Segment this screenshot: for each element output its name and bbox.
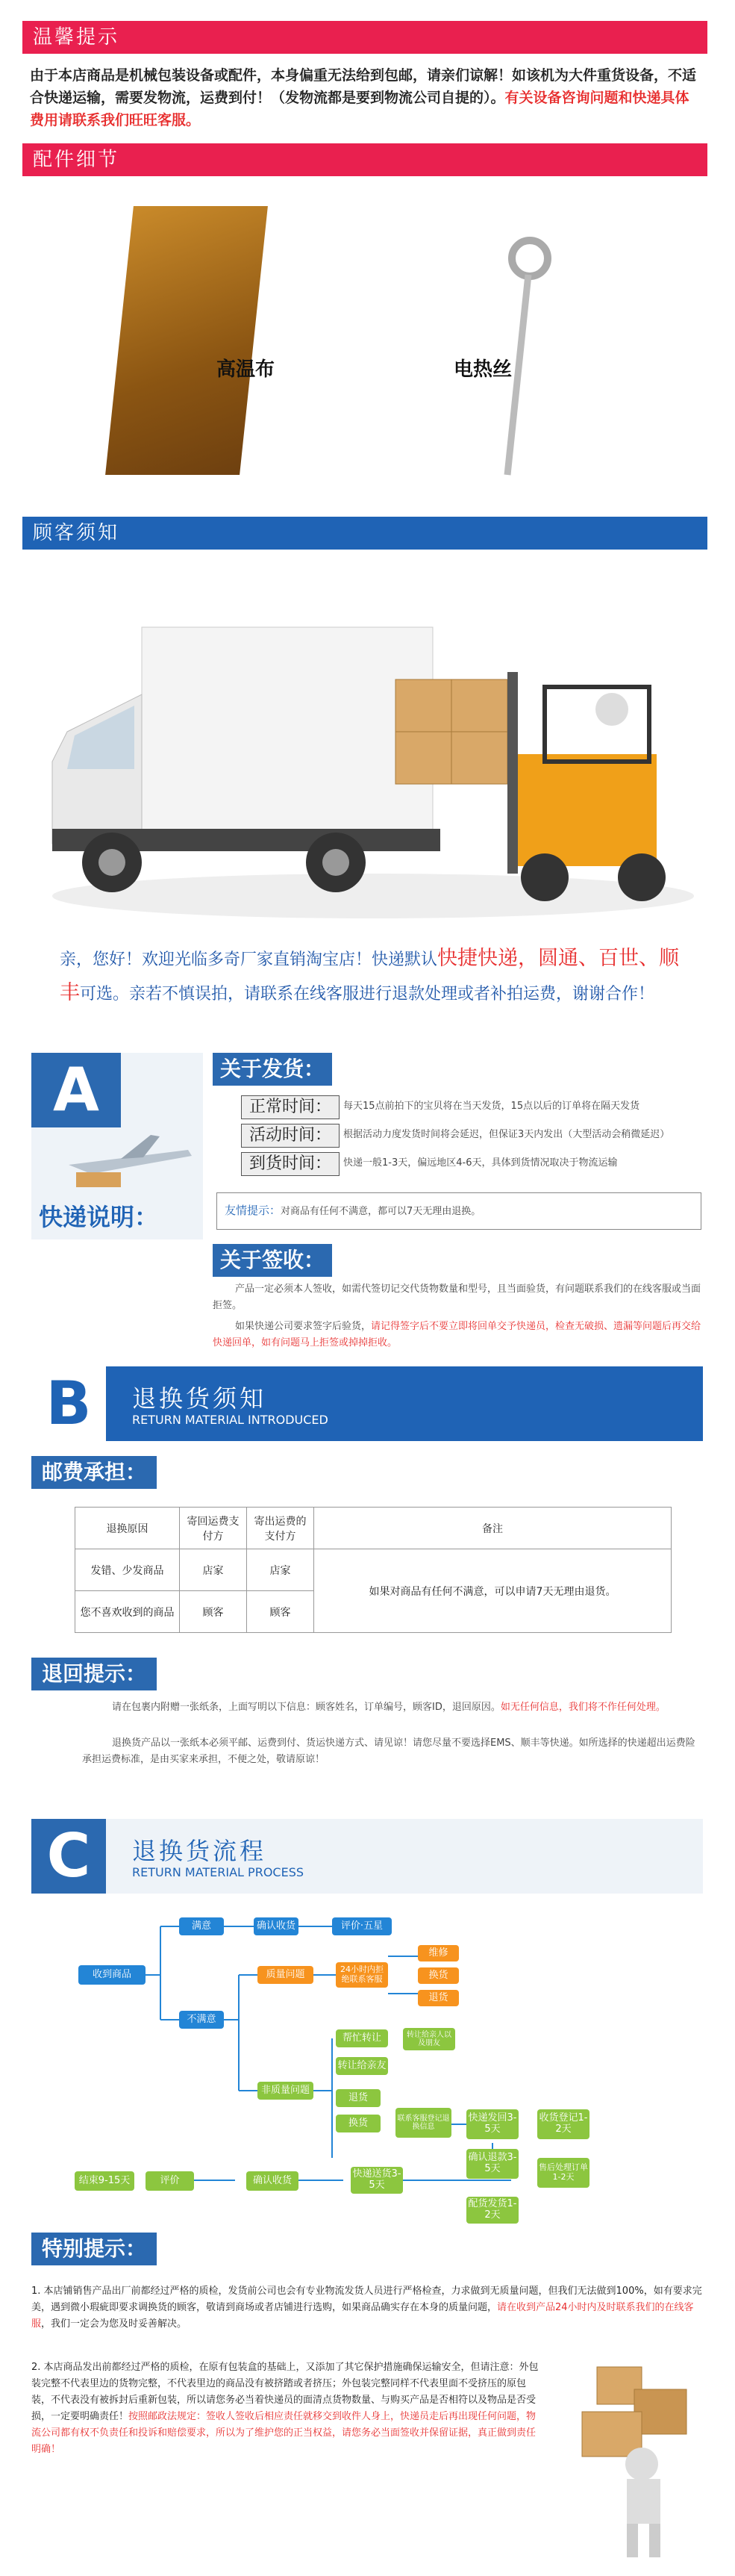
special-p1-tail: ，我们一定会为您及时妥善解决。 (41, 2318, 187, 2330)
flow-confirm-refund: 确认退款3-5天 (466, 2149, 519, 2179)
flow-rating: 评价 (146, 2171, 194, 2191)
flow-contact-service: 联系客服登记退换信息 (395, 2108, 451, 2138)
return-address-title: 退回提示： (31, 1658, 157, 1690)
special-tip-p1 (31, 2283, 703, 2333)
special-p2-black: 2. 本店商品发出前都经过严格的质检，在原有包装盒的基础上，又添加了其它保护措施确保运输安全，但请注意：外包装完整不代表里边的货物完整，不代表里边的商品没有被挤踏或者挤压；外包装完整同样不代表里面不受挤压的原包装，不代表没有被拆封后重新包装，所以请您务必当着快递员的面清点货物数量、与购买产品是否相符以及物品是否受损，一定要明确责任！ (31, 2362, 539, 2422)
flow-exchange: 换货 (418, 1967, 459, 1984)
express-badge-label: 快递说明： (39, 1203, 159, 1231)
friendly-tip-text: 对商品有任何不满意，都可以7天无理由退换。 (281, 1206, 481, 1217)
flow-ship-back: 快递发回3-5天 (466, 2109, 519, 2139)
flow-exchange2: 换货 (336, 2115, 381, 2132)
flow-arrange-ship-visible: 配货发货1-2天 (466, 2197, 519, 2224)
warm-tip-text (30, 64, 701, 131)
shipping-title: 关于发货： (213, 1053, 332, 1086)
sign-p2-black: 如果快递公司要求签字后验货， (235, 1321, 372, 1332)
greeting-part1: 亲，您好！欢迎光临多奇厂家直销淘宝店！快递默认 (60, 951, 438, 969)
special-tip-title: 特别提示： (31, 2233, 157, 2265)
airplane-icon (61, 1127, 196, 1195)
warm-tip-red: 有关设备咨询问题和快递具体费用请联系我们旺旺客服。 (30, 90, 689, 128)
express-badge (31, 1053, 203, 1239)
return-notice-title: 退换货须知 (132, 1384, 267, 1413)
truck-illustration (22, 582, 707, 926)
flow-transfer-friend: 转让给亲友 (336, 2057, 388, 2075)
table-cell: 您不喜欢收到的商品 (75, 1591, 180, 1633)
flow-receipt-confirm: 确认收货 (246, 2171, 298, 2191)
table-cell: 发错、少发商品 (75, 1549, 180, 1591)
special-p1-black: 1. 本店铺销售产品出厂前都经过严格的质检，发货前公司也会有专业物流发货人员进行严格检查，力求做到无质量问题，但我们无法做到100%，如有要求完美，遇到微小瑕疵即要求调换货的顾客，敬请到商场或者店铺进行选购，如果商品确实存在本身的质量问题， (31, 2286, 702, 2313)
sign-p2-red: 请记得签字后不要立即将回单交予快递员，检查无破损、遗漏等问题后再交给快递回单，如有问题马上拒签或掉掉拒收。 (213, 1321, 701, 1348)
return-p1-red: 如无任何信息，我们将不作任何处理。 (500, 1702, 666, 1713)
parts-header: 配件细节 (22, 143, 707, 176)
postage-title: 邮费承担： (31, 1456, 157, 1489)
flow-five-star: 评价·五星 (332, 1917, 392, 1935)
truck-forklift-icon (22, 582, 707, 926)
customer-notice-header: 顾客须知 (22, 517, 707, 550)
table-cell: 顾客 (247, 1591, 314, 1633)
sign-p1: 产品一定必须本人签收，如需代签切记交代货物数量和型号，且当面验货，有问题联系我们的在线客服或当面拒签。 (213, 1284, 701, 1311)
friendly-tip-label: 友情提示： (225, 1204, 281, 1217)
promo-time-text: 根据活动力度发货时间将会延迟，但保证3天内发出（大型活动会稍微延迟） (343, 1129, 670, 1140)
heating-wire-image (410, 228, 634, 482)
table-header-note: 备注 (314, 1508, 672, 1549)
flow-help-transfer: 帮忙转让 (336, 2029, 388, 2047)
return-badge-letter: B (31, 1366, 106, 1441)
flow-end: 结束9-15天 (75, 2171, 134, 2191)
flow-register: 收货登记1-2天 (537, 2109, 589, 2139)
customer-greeting (60, 942, 686, 1011)
flow-repair: 维修 (418, 1945, 459, 1961)
arrival-time-text: 快递一般1-3天，偏远地区4-6天，具体到货情况取决于物流运输 (343, 1157, 618, 1169)
normal-time-text: 每天15点前拍下的宝贝将在当天发货，15点以后的订单将在隔天发货 (343, 1101, 640, 1112)
table-header-reason: 退换原因 (75, 1508, 180, 1549)
express-badge-letter: A (31, 1053, 121, 1127)
table-cell: 顾客 (180, 1591, 247, 1633)
friendly-tip-box (216, 1192, 701, 1230)
table-header-send-fee: 寄出运费的支付方 (247, 1508, 314, 1549)
return-p1-black: 请在包裹内附赠一张纸条，上面写明以下信息：顾客姓名，订单编号，顾客ID，退回原因。 (112, 1702, 501, 1713)
promo-time-label: 活动时间： (241, 1124, 340, 1148)
warm-tip-black: 由于本店商品是机械包装设备或配件，本身偏重无法给到包邮，请亲们谅解！如该机为大件重货设备，不适合快递运输，需要发物流，运费到付！（发物流都是要到物流公司自提的）。 (30, 67, 697, 106)
postage-table (75, 1507, 672, 1633)
return-flow-subtitle: RETURN MATERIAL PROCESS (132, 1865, 304, 1879)
flow-satisfied: 满意 (179, 1917, 224, 1935)
flow-non-quality: 非质量问题 (257, 2082, 313, 2100)
table-cell: 店家 (247, 1549, 314, 1591)
return-flow-banner (31, 1819, 703, 1894)
flow-receive: 收到商品 (78, 1965, 146, 1985)
flow-reply-24h: 24小时内拒绝联系客服 (336, 1962, 388, 1988)
sign-title: 关于签收： (213, 1244, 332, 1277)
carrying-boxes-figure (552, 2352, 716, 2561)
parts-area (22, 176, 707, 494)
table-header-return-fee: 寄回运费支付方 (180, 1508, 247, 1549)
flow-confirm-receipt: 确认收货 (254, 1917, 298, 1935)
flow-process-refund: 售后处理订单1-2天 (537, 2158, 589, 2188)
flow-chart (75, 1911, 672, 2195)
special-p2-red: 按照邮政法规定：签收人签收后相应责任就移交到收件人身上，快递员走后再出现任何问题，物流公司都有权不负责任和投诉和赔偿要求，所以为了维护您的正当权益，请您务必当面签收并保留证据，真正做到责任明确！ (31, 2411, 537, 2455)
special-tip-p2 (31, 2359, 539, 2458)
return-notice-subtitle: RETURN MATERIAL INTRODUCED (132, 1413, 328, 1427)
flow-return: 退货 (418, 1990, 459, 2006)
flow-unsatisfied: 不满意 (179, 2011, 224, 2029)
normal-time-label: 正常时间： (241, 1095, 340, 1119)
warm-tip-header: 温馨提示 (22, 21, 707, 54)
sign-p2 (213, 1319, 705, 1351)
table-cell: 店家 (180, 1549, 247, 1591)
flow-return2: 退货 (336, 2089, 381, 2107)
flow-quality-issue: 质量问题 (257, 1966, 313, 1984)
return-notice-banner (31, 1366, 703, 1441)
arrival-time-label: 到货时间： (241, 1152, 340, 1176)
greeting-couriers: 快捷快递，圆通、百世、顺丰 (60, 947, 680, 1004)
flow-transfer-detail: 转让给亲人以及朋友 (403, 2028, 455, 2050)
special-p1-red: 请在收到产品24小时内及时联系我们的在线客服 (31, 2302, 694, 2330)
high-temp-cloth-image (105, 206, 268, 475)
flow-express-deliver: 快递送货3-5天 (351, 2167, 403, 2194)
return-p2: 退换货产品以一张纸本必须平邮、运费到付、货运快递方式、请见谅！请您尽量不要选择EMS、顺丰等快递。如所选择的快递超出运费险承担运费标准，是由买家来承担，不便之处，敬请原谅！ (82, 1737, 695, 1765)
flow-connectors (75, 1911, 672, 2195)
heating-wire-label: 电热丝 (454, 358, 513, 381)
high-temp-cloth-label: 高温布 (216, 358, 275, 381)
table-note: 如果对商品有任何不满意，可以申请7天无理由退货。 (314, 1549, 672, 1633)
flow-badge-letter: C (31, 1819, 106, 1894)
return-flow-title: 退换货流程 (132, 1837, 267, 1865)
return-p1 (82, 1699, 701, 1716)
greeting-part2: 可选。亲若不慎误拍，请联系在线客服进行退款处理或者补拍运费，谢谢合作！ (80, 985, 655, 1004)
